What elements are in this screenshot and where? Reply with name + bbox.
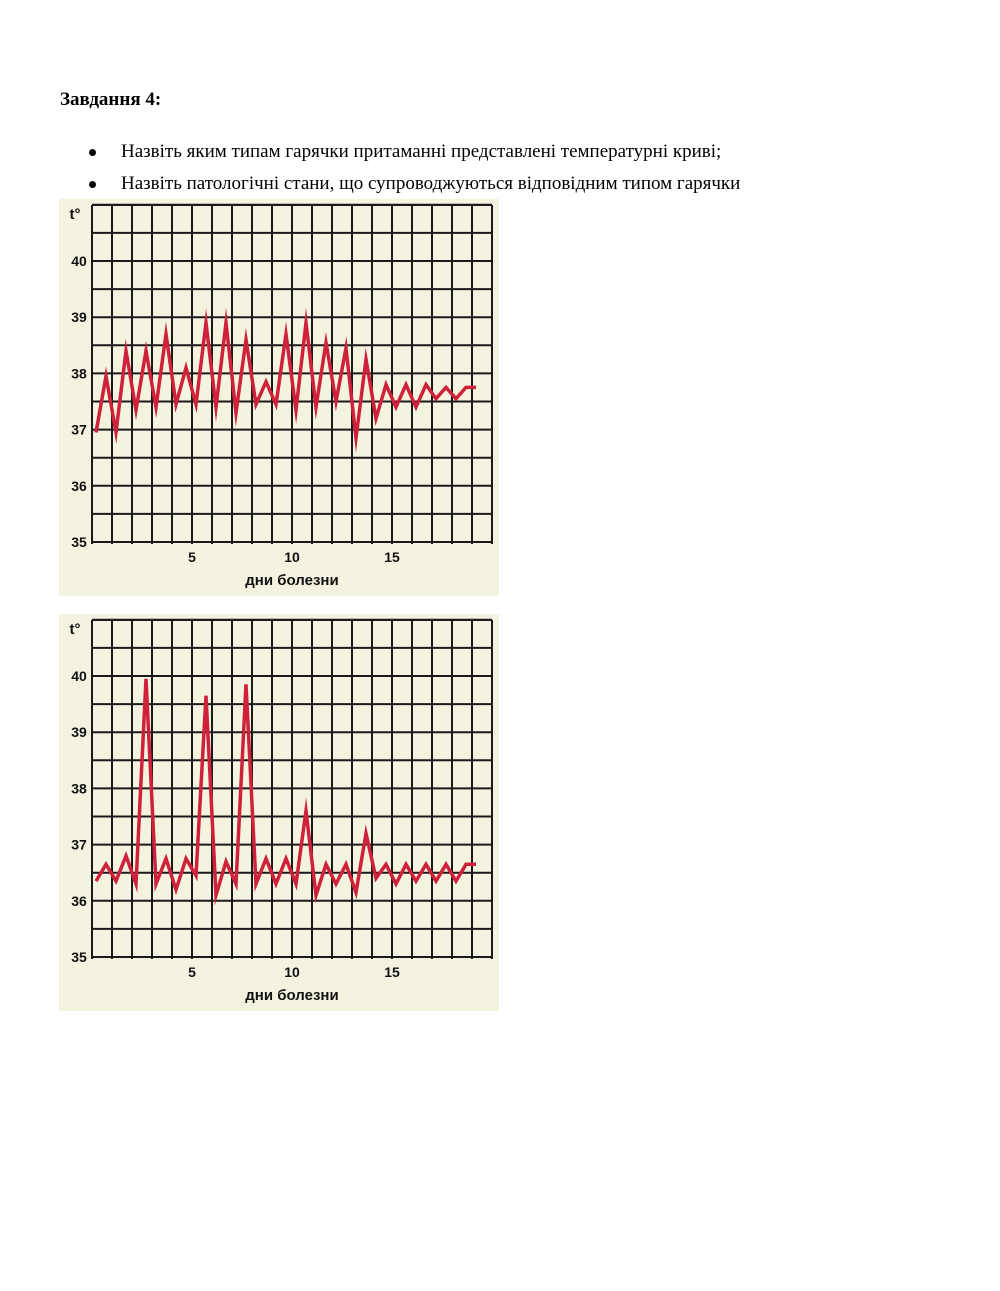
bullet-item (86, 136, 740, 168)
temperature-chart-2 (59, 614, 499, 1011)
x-tick-label: 5 (188, 964, 196, 980)
y-tick-label: 35 (71, 534, 87, 550)
task-heading: Завдання 4: (60, 89, 162, 110)
y-tick-label: 40 (71, 668, 87, 684)
chart-svg (59, 614, 499, 1011)
x-axis-label: дни болезни (245, 987, 339, 1004)
y-axis-label: t° (69, 621, 81, 638)
x-tick-label: 15 (384, 549, 400, 565)
x-tick-label: 5 (188, 549, 196, 565)
y-tick-label: 37 (71, 421, 87, 438)
y-tick-label: 38 (71, 780, 87, 797)
bullet-dot-icon (89, 181, 96, 188)
task-bullet-list (86, 136, 740, 200)
y-tick-label: 36 (71, 892, 87, 909)
x-tick-label: 10 (284, 549, 300, 565)
y-tick-label: 38 (71, 365, 87, 382)
y-tick-label: 39 (71, 724, 87, 741)
y-tick-label: 35 (71, 949, 87, 965)
x-axis-label: дни болезни (245, 572, 339, 589)
y-axis-label: t° (69, 206, 81, 223)
bullet-text: Назвіть яким типам гарячки притаманні представлені температурні криві; (121, 141, 722, 162)
y-tick-label: 36 (71, 477, 87, 494)
y-tick-label: 37 (71, 836, 87, 853)
bullet-text: Назвіть патологічні стани, що супроводжуються відповідним типом гарячки (121, 173, 741, 194)
bullet-dot-icon (89, 149, 96, 156)
x-tick-label: 10 (284, 964, 300, 980)
temperature-chart-1 (59, 199, 499, 596)
y-tick-label: 39 (71, 309, 87, 326)
chart-svg (59, 199, 499, 596)
y-tick-label: 40 (71, 253, 87, 269)
x-tick-label: 15 (384, 964, 400, 980)
bullet-item (86, 168, 740, 200)
